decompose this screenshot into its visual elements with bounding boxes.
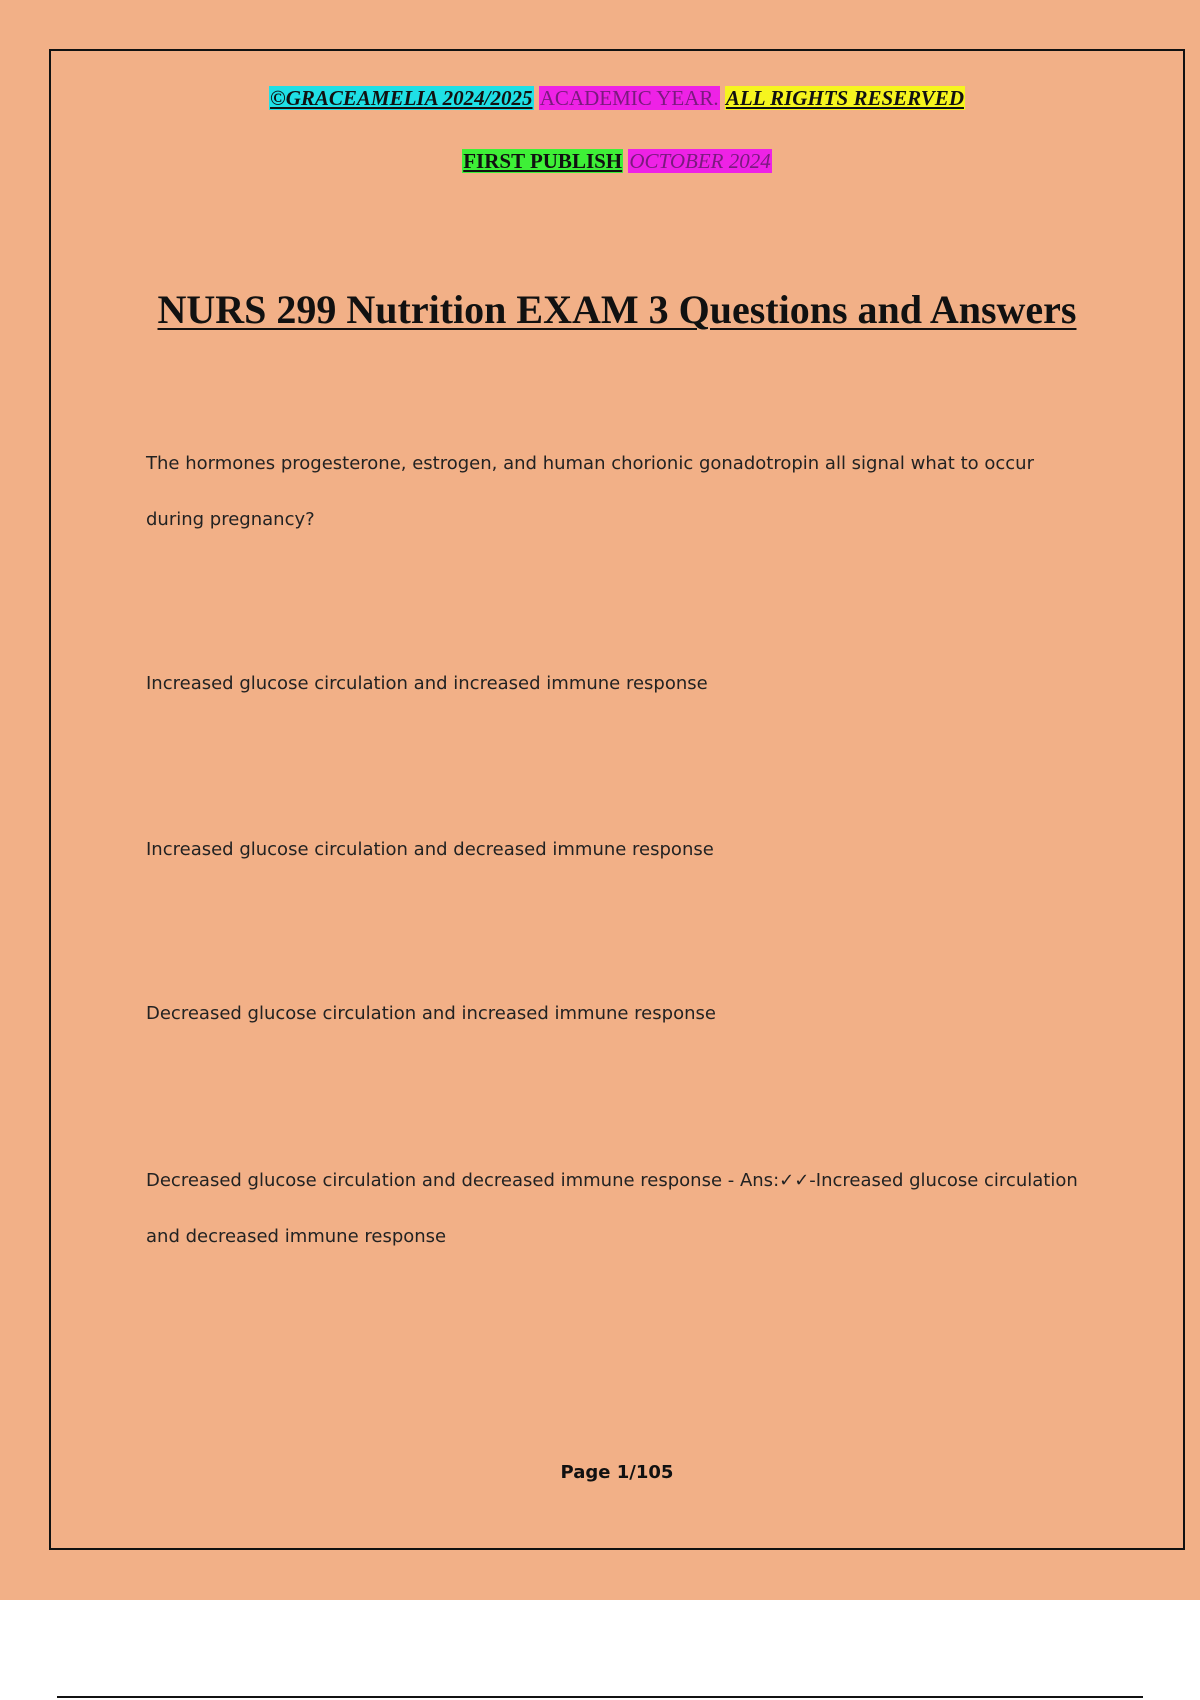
document-title: NURS 299 Nutrition EXAM 3 Questions and Answers (157, 287, 1077, 332)
publish-header (0, 148, 1200, 174)
academic-year-text: ACADEMIC YEAR. (539, 86, 719, 110)
copyright-header (0, 85, 1200, 111)
answer-option: Increased glucose circulation and decreased immune response (146, 839, 714, 860)
first-publish-text: FIRST PUBLISH (463, 149, 623, 173)
page-border (49, 49, 1185, 1550)
copyright-text: ©GRACEAMELIA 2024/2025 (270, 86, 533, 110)
answer-option: Increased glucose circulation and increased immune response (146, 673, 708, 694)
question-text: The hormones progesterone, estrogen, and human chorionic gonadotropin all signal what to occur during pregnancy? (146, 453, 1034, 530)
next-page-divider (57, 1696, 1143, 1698)
rights-reserved-text: ALL RIGHTS RESERVED (725, 86, 964, 110)
page-number: Page 1/105 (560, 1462, 674, 1483)
answer-option-with-answer: Decreased glucose circulation and decreased immune response - Ans:✓✓-Increased glucose circulation and decreased immune response (146, 1170, 1078, 1247)
publish-date-text: OCTOBER 2024 (629, 149, 771, 173)
answer-option: Decreased glucose circulation and increased immune response (146, 1003, 716, 1024)
